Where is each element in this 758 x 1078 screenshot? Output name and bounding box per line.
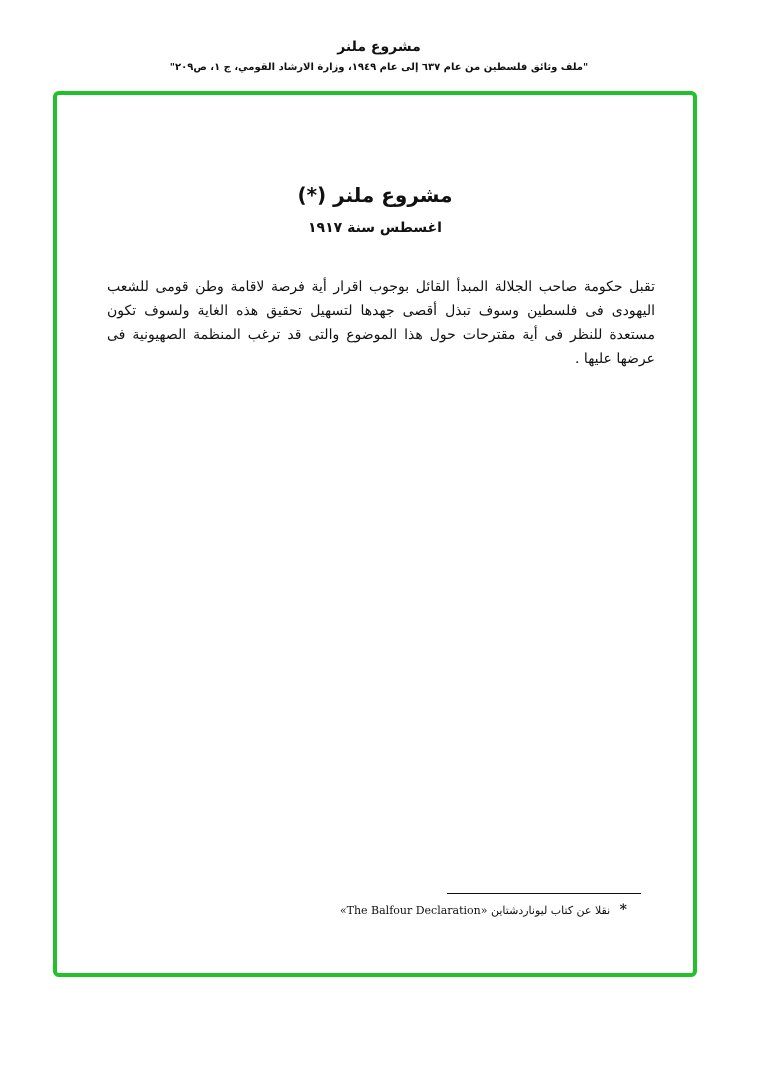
document-frame [53,91,697,977]
asterisk-icon: * [619,902,627,918]
header-title: مشروع ملنر [337,39,421,55]
document-title: مشروع ملنر (*) [297,183,453,207]
footnote-divider [447,893,641,894]
document-body: تقبل حكومة صاحب الجلالة المبدأ القائل بوجوب اقرار أية فرصة لاقامة وطن قومى للشعب اليهودى فى فلسطين وسوف تبذل أقصى جهدها لتسهيل تحقيق هذه الغاية ولسوف تكون مستعدة للنظر فى أية مقترحات حول هذا الموضوع والتى قد ترغب المنظمة الصهيونية فى عرضها عليها . [107,279,655,367]
footnote-text: نقلا عن كتاب ليوناردشتاين «The Balfour Declaration» [339,904,611,917]
footnote [207,901,627,920]
page-header [0,36,758,76]
header-source-citation: "ملف وثائق فلسطين من عام ٦٣٧ إلى عام ١٩٤٩، وزارة الارشاد القومي، ج ١، ص٢٠٩" [169,62,589,73]
document-date: اغسطس سنة ١٩١٧ [308,220,442,236]
